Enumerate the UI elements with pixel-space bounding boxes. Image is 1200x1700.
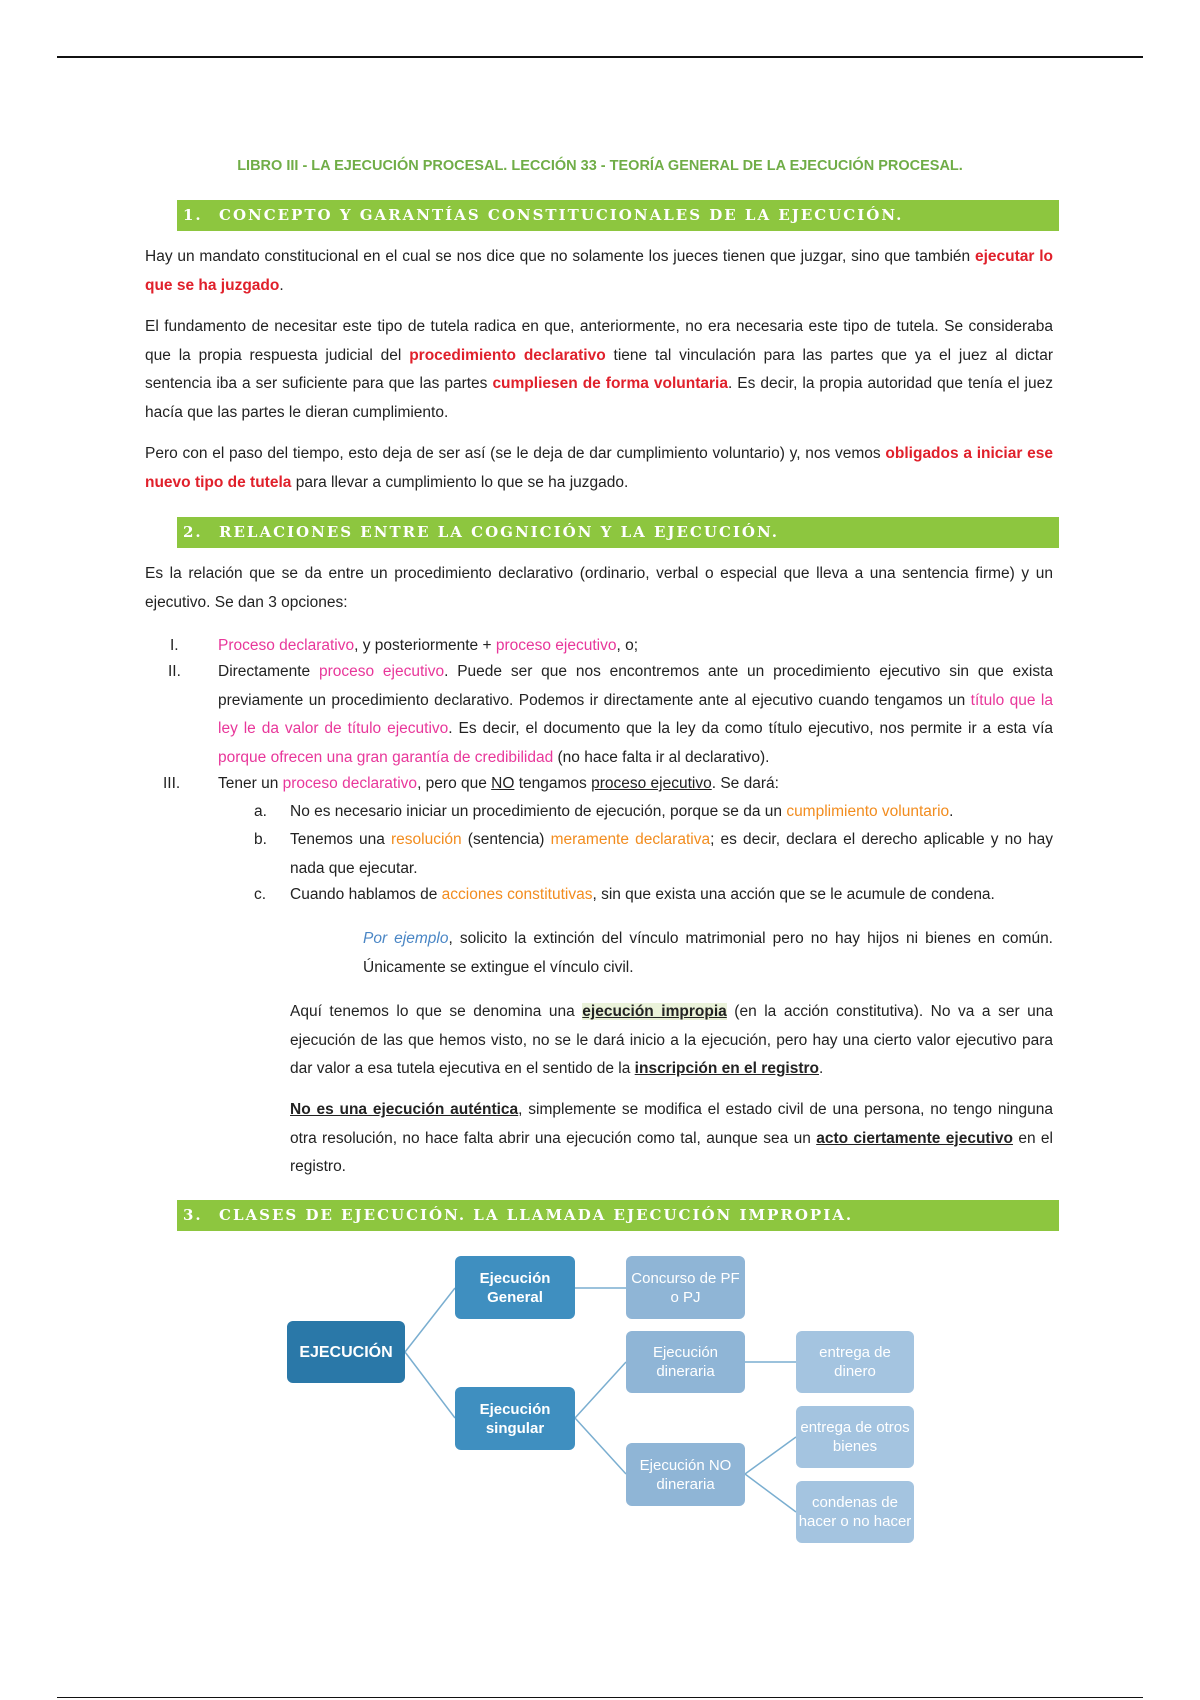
text: Aquí tenemos lo que se denomina una — [290, 1003, 583, 1020]
text: , sin que exista una acción que se le acumule de condena. — [592, 886, 995, 903]
bottom-rule — [57, 1697, 1143, 1698]
text: . Es decir, el documento que la ley da como título ejecutivo, nos permite ir a esta vía — [448, 720, 1054, 737]
connector-line — [745, 1437, 796, 1474]
highlight-text: meramente declarativa — [550, 831, 711, 848]
underlined-text: inscripción en el registro — [634, 1060, 819, 1077]
section-number: 2. — [183, 523, 203, 541]
text: ; es decir, declara el derecho aplicable y no hay nada que ejecutar. — [290, 831, 1053, 877]
text: (sentencia) — [461, 831, 551, 848]
diagram-node-singular: Ejecución singular — [455, 1387, 575, 1450]
text: (no hace falta ir al declarativo). — [553, 748, 770, 766]
highlight-text: obligados a iniciar ese nuevo tipo de tutela — [145, 445, 1053, 491]
text: . Se dará: — [711, 775, 779, 792]
highlight-text: ejecutar lo que se ha juzgado — [145, 248, 1053, 294]
highlight-text: proceso ejecutivo — [495, 637, 617, 654]
text: Directamente — [218, 663, 319, 680]
text: , simplemente se modifica el estado civil de una persona, no tengo ninguna otra resolución, no hace falta abrir una ejecución como tal, aunque sea un — [290, 1101, 1053, 1147]
text: tengamos — [514, 775, 592, 792]
highlight-text: cumpliesen de forma voluntaria — [492, 375, 728, 392]
highlight-text: proceso declarativo — [282, 775, 418, 792]
underlined-text: NO — [491, 775, 515, 792]
text: Cuando hablamos de — [290, 886, 442, 903]
sublist-marker: b. — [254, 831, 267, 848]
diagram-node-entrega-dinero: entrega de dinero — [796, 1331, 914, 1393]
text: . Puede ser que nos encontremos ante un procedimiento ejecutivo sin que exista previamente un procedimiento declarativo. Podemos ir directamente ante al ejecutivo cuando tengamos un — [218, 663, 1053, 709]
diagram-node-general: Ejecución General — [455, 1256, 575, 1319]
text: Hay un mandato constitucional en el cual se nos dice que no solamente los jueces tienen que juzgar, sino que también — [145, 248, 975, 265]
text: Tenemos una — [290, 831, 392, 848]
text: , y posteriormente + — [354, 637, 496, 654]
connector-line — [575, 1362, 626, 1418]
text: . Es decir, la propia autoridad que tenía el juez hacía que las partes le dieran cumplimiento. — [145, 375, 1053, 421]
text: , solicito la extinción del vínculo matrimonial pero no hay hijos ni bienes en común. Únicamente se extingue el vínculo civil. — [363, 930, 1053, 976]
text: , pero que — [417, 775, 492, 792]
text: El fundamento de necesitar este tipo de tutela radica en que, anteriormente, no era necesaria este tipo de tutela. Se consideraba que la propia respuesta judicial del — [145, 318, 1053, 364]
highlight-text: título que la ley le da valor de título ejecutivo — [218, 691, 1053, 737]
underlined-text: acto ciertamente ejecutivo — [816, 1129, 1013, 1147]
section-title: RELACIONES ENTRE LA COGNICIÓN Y LA EJECUCIÓN. — [219, 523, 779, 541]
section-number: 1. — [183, 206, 203, 224]
underlined-text: proceso ejecutivo — [591, 775, 712, 792]
sublist-marker: c. — [254, 886, 267, 903]
section-number: 3. — [183, 1206, 203, 1224]
connector-line — [405, 1288, 455, 1352]
section-title: CONCEPTO Y GARANTÍAS CONSTITUCIONALES DE LA EJECUCIÓN. — [219, 206, 904, 224]
section-title: CLASES DE EJECUCIÓN. LA LLAMADA EJECUCIÓN IMPROPIA. — [219, 1206, 854, 1224]
highlight-text: cumplimiento voluntario — [786, 803, 950, 820]
diagram-node-condenas: condenas de hacer o no hacer — [796, 1481, 914, 1543]
paragraph-relacion: Es la relación que se da entre un procedimiento declarativo (ordinario, verbal o especial que lleva a una sentencia firme) y un ejecutivo. Se dan 3 opciones: — [145, 565, 1053, 611]
sublist-marker: a. — [254, 803, 267, 820]
list-marker: I. — [170, 637, 179, 654]
document-title: LIBRO III - LA EJECUCIÓN PROCESAL. LECCIÓN 33 - TEORÍA GENERAL DE LA EJECUCIÓN PROCESAL. — [237, 158, 963, 174]
diagram-node-dineraria: Ejecución dineraria — [626, 1331, 745, 1393]
text: . — [819, 1060, 824, 1077]
text: en el registro. — [290, 1129, 1053, 1175]
text: Tener un — [218, 775, 283, 792]
text: No es necesario iniciar un procedimiento de ejecución, porque se da un — [290, 803, 787, 820]
highlight-text: porque ofrecen una gran garantía de credibilidad — [218, 748, 554, 766]
connector-line — [745, 1474, 796, 1512]
text: Pero con el paso del tiempo, esto deja de ser así (se le deja de dar cumplimiento voluntario) y, nos vemos — [145, 445, 886, 462]
highlight-text: acciones constitutivas — [441, 886, 593, 903]
diagram-node-concurso: Concurso de PF o PJ — [626, 1256, 745, 1319]
list-marker: II. — [168, 663, 181, 680]
connector-line — [575, 1418, 626, 1474]
diagram-node-otros-bienes: entrega de otros bienes — [796, 1406, 914, 1468]
connector-line — [405, 1352, 455, 1418]
text: para llevar a cumplimiento lo que se ha juzgado. — [291, 473, 629, 491]
highlight-text: proceso ejecutivo — [318, 663, 445, 680]
text: . — [949, 803, 954, 820]
diagram-node-ejecucion: EJECUCIÓN — [287, 1321, 405, 1383]
example-label: Por ejemplo — [363, 930, 449, 947]
list-marker: III. — [163, 775, 181, 792]
highlight-text: resolución — [391, 831, 462, 848]
underlined-text: No es una ejecución auténtica — [290, 1101, 519, 1118]
highlight-text: Proceso declarativo — [218, 637, 355, 654]
text: tiene tal vinculación para las partes que ya el juez al dictar sentencia iba a ser suficiente para que las partes — [145, 346, 1053, 392]
text: . — [279, 276, 284, 294]
underlined-text: ejecución impropia — [582, 1003, 727, 1020]
text: (en la acción constitutiva). No va a ser una ejecución de las que hemos visto, no se le dará inicio a la ejecución, pero hay una cierto valor ejecutivo para dar valor a esa tutela ejecutiva en el sentido de la — [290, 1003, 1053, 1077]
text: , o; — [616, 637, 639, 654]
highlight-text: procedimiento declarativo — [409, 346, 606, 364]
diagram-node-no-dineraria: Ejecución NO dineraria — [626, 1443, 745, 1506]
